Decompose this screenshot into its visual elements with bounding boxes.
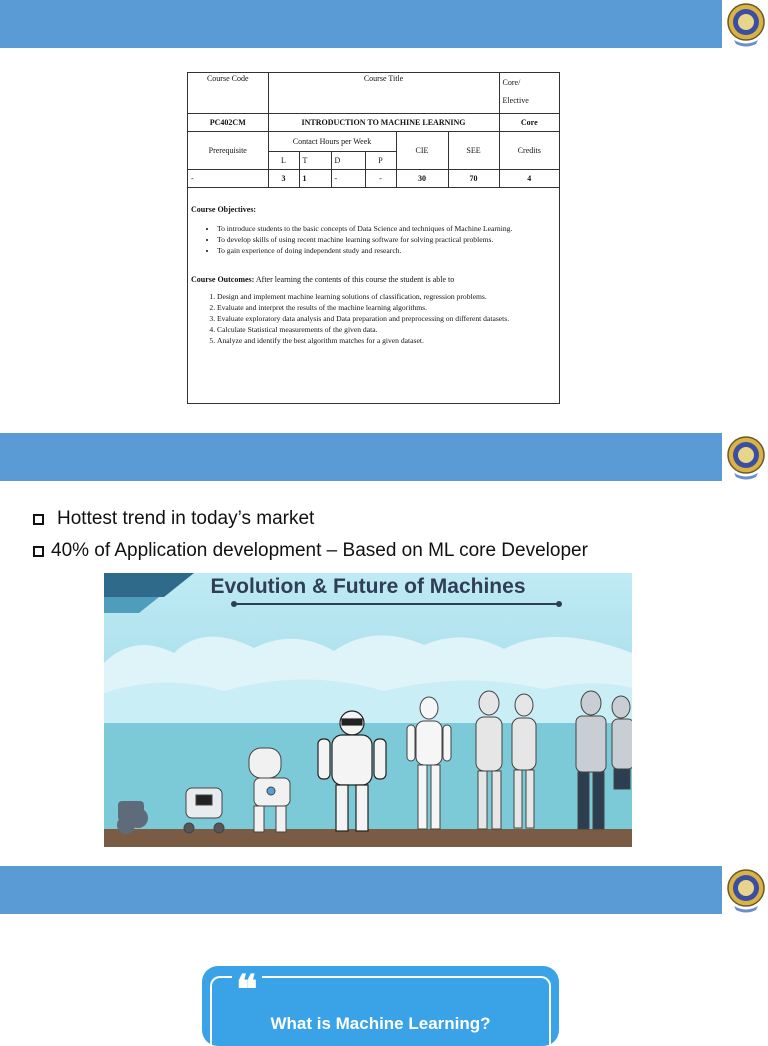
prerequisite-label: Prerequisite	[188, 131, 268, 169]
drawing-value: -	[331, 169, 365, 187]
lecture-value: 3	[268, 169, 299, 187]
bullet-item: Hottest trend in today’s market	[33, 508, 314, 530]
course-code-value: PC402CM	[188, 113, 268, 131]
list-item: 2. Evaluate and interpret the results of the machine learning algorithms.	[217, 302, 559, 313]
objectives-heading: Course Objectives:	[191, 204, 257, 214]
see-value: 70	[448, 169, 499, 187]
checkbox-bullet-icon	[33, 514, 44, 525]
evolution-of-machines-illustration	[104, 573, 632, 847]
course-code-header: Course Code	[188, 73, 268, 113]
list-item: 5. Analyze and identify the best algorithm matches for a given dataset.	[217, 335, 559, 346]
outcomes-list	[191, 291, 559, 346]
university-logo-emblem	[726, 2, 766, 48]
course-type-value: Core	[499, 113, 559, 131]
course-type-header: Core/ Elective	[499, 73, 559, 113]
objectives-list	[191, 223, 559, 256]
see-header: SEE	[448, 131, 499, 169]
list-item: • To gain experience of doing independent study and research.	[217, 245, 559, 256]
cie-header: CIE	[396, 131, 448, 169]
lecture-header: L	[268, 151, 299, 169]
course-syllabus-document	[187, 72, 560, 404]
bullet-item: 40% of Application development – Based on ML core Developer	[33, 540, 588, 562]
slide-header-band-3	[0, 866, 722, 914]
tutorial-value: 1	[299, 169, 331, 187]
course-title-header: Course Title	[268, 73, 499, 113]
cie-value: 30	[396, 169, 448, 187]
tutorial-header: T	[299, 151, 331, 169]
quote-mark-icon: ❝	[232, 970, 262, 1010]
university-logo-emblem	[726, 868, 766, 914]
outcomes-heading: Course Outcomes: After learning the contents of this course the student is able to	[191, 274, 455, 284]
credits-header: Credits	[499, 131, 559, 169]
list-item: 3. Evaluate exploratory data analysis and Data preparation and preprocessing on different datasets.	[217, 313, 559, 324]
prerequisite-value: -	[188, 169, 268, 187]
credits-value: 4	[499, 169, 559, 187]
drawing-header: D	[331, 151, 365, 169]
list-item: 1. Design and implement machine learning solutions of classification, regression problems.	[217, 291, 559, 302]
practical-value: -	[365, 169, 396, 187]
what-is-ml-card	[202, 966, 559, 1046]
course-info-table	[188, 73, 559, 188]
checkbox-bullet-icon	[33, 546, 44, 557]
university-logo-emblem	[726, 435, 766, 481]
course-objectives-section	[188, 204, 559, 346]
practical-header: P	[365, 151, 396, 169]
evolution-title: Evolution & Future of Machines	[210, 575, 526, 598]
contact-hours-label: Contact Hours per Week	[268, 131, 396, 151]
list-item: 4. Calculate Statistical measurements of the given data.	[217, 324, 559, 335]
card-heading: What is Machine Learning?	[270, 1014, 491, 1033]
course-title-value: INTRODUCTION TO MACHINE LEARNING	[268, 113, 499, 131]
list-item: • To develop skills of using recent machine learning software for solving practical problems.	[217, 234, 559, 245]
slide-header-band-1	[0, 0, 722, 48]
list-item: • To introduce students to the basic concepts of Data Science and techniques of Machine Learning.	[217, 223, 559, 234]
slide-header-band-2	[0, 433, 722, 481]
